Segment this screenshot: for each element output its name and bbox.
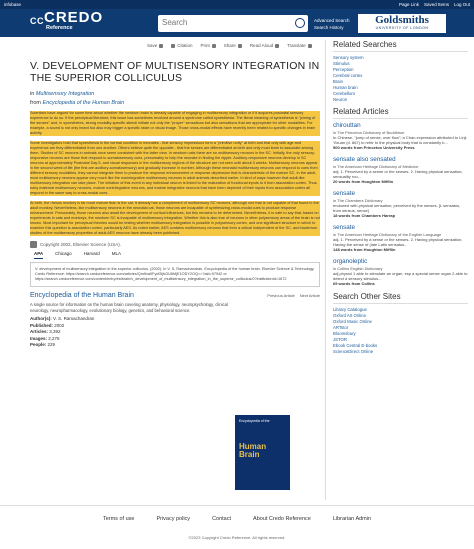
privacy-link[interactable]: Privacy policy (156, 516, 191, 522)
other-site-link[interactable]: Oxford Music Online (333, 319, 372, 324)
related-article-source[interactable]: in The Princeton Dictionary of Buddhism (333, 130, 405, 135)
other-site-link[interactable]: Library Catalogue (333, 307, 367, 312)
goldsmiths-sub: UNIVERSITY OF LONDON (375, 26, 429, 30)
related-article (333, 224, 468, 252)
related-article-from: 20 words from Houghton Mifflin (333, 179, 394, 184)
published-value: 2002 (54, 322, 65, 328)
related-search-link[interactable]: Stimulus (333, 61, 350, 66)
related-article (333, 190, 468, 218)
top-utility-bar (0, 0, 474, 9)
related-searches-list (333, 55, 468, 103)
other-site-link[interactable]: Oxford Art Online (333, 313, 366, 318)
people-value: 229 (47, 342, 56, 347)
page-link[interactable]: Page Link (398, 2, 419, 7)
search-placeholder: Search (162, 18, 188, 27)
related-article-title[interactable]: sensate (333, 224, 356, 231)
search-input[interactable] (158, 15, 308, 32)
header (0, 9, 474, 37)
copyright-line: Copyright 2002, Elsevier Science (USA). (30, 241, 320, 248)
search-other-sites-heading: Search Other Sites (333, 292, 468, 304)
related-search-link[interactable]: Human brain (333, 85, 358, 90)
related-article-from: 18 words from Chambers Harrap (333, 213, 396, 218)
tab-mla[interactable]: MLA (111, 251, 121, 256)
other-sites-list (333, 307, 468, 355)
encyclopedia-stats: Author(s): V. S. Ramachandran Published: 2002 Articles: 3,392 Images: 2,276 People: 229 (30, 316, 95, 347)
tab-harvard[interactable]: Harvard (83, 251, 100, 256)
related-article-snippet: adj. 1. Perceived by a sense or the senses. 2. Having physical sensation. Having the sense of (late Latin sensatus... (333, 237, 463, 247)
footer (0, 505, 474, 549)
print-button[interactable]: Print (201, 43, 216, 48)
read-aloud-button[interactable]: Read Aloud (250, 43, 279, 48)
related-article-snippet: endowed with physical sensation; perceived by the senses. [L sensatus, from sensus, sense] (333, 203, 461, 213)
article-paragraph: At birth, the rhesus monkey is far more mature than is the cat. It already has a complement of multisensory SC neurons, although one that is not capable of that found in the adult monkey. Nevertheless, like multisensory neurons in the neonatal cat, those neurons are incapable of synthesizing cross-modal cues to produce response enhancement. Presumably, those neurons also await the development of cortical influences, but this remains to be determined. Nevertheless, it is safe to say that, based on experiments in cats and monkeys, the newborn SC is incapable of multisensory integration. Whether this is also true of neurons in other polysensory areas of the brain is not known. Most important for perceptual theories would be testing whether multisensory integration is possible in polysensory cortex, and one significant structure in which to examine this question is association cortex, particularly AES. As noted earlier, AES contains multisensory neurons that form a critical independent of the SC, and bacterium studies of the multisensory properties of adult AES neurons have already been published. (30, 201, 320, 235)
about-link[interactable]: About Credo Reference (253, 516, 311, 522)
related-search-link[interactable]: Neuron (333, 97, 348, 102)
related-article-title[interactable]: chirouttan (333, 122, 361, 129)
articles-value: 3,392 (49, 329, 61, 334)
author-value: V. S. Ramachandran (53, 316, 95, 321)
encyclopedia-blurb: A single source for information on the human brain covering anatomy, physiology, neuropsychology, clinical neurology, neuropharmacology, evolutionary biology, genetics, and behavioral science. (30, 302, 228, 313)
related-search-link[interactable]: Cerebellum (333, 91, 355, 96)
infobase-logo: infobase (4, 2, 22, 7)
book-cover-subtitle: Encyclopedia of the (239, 419, 270, 423)
related-article-title[interactable]: organoleptic (333, 258, 368, 265)
other-site-link[interactable]: Ebook Central E-books (333, 343, 378, 348)
sidebar (333, 40, 468, 355)
reference-wordmark: Reference (46, 25, 73, 31)
search-history-link[interactable]: Search History (314, 25, 344, 30)
encyclopedia-header (30, 292, 320, 299)
search-icon[interactable] (295, 18, 305, 28)
article-toolbar (147, 43, 312, 48)
related-article-source[interactable]: in The American Heritage Dictionary of the English Language (333, 232, 442, 237)
speaker-icon (275, 44, 279, 48)
related-article-snippet: adj. 1. Perceived by a sense or the senses. 2. Having physical sensation; sensuality rou... (333, 169, 463, 179)
next-article-link[interactable]: Next Article (299, 293, 320, 298)
related-searches-heading: Related Searches (333, 40, 468, 52)
related-article-from: 148 words from Houghton Mifflin (333, 247, 396, 252)
citation-text[interactable]: V. development of multisensory integration in the superior colliculus. (2002). In V. S. Ramachandran, Encyclopedia of the human brain. Elsevier Science & Technology. Credo Reference: https://search.credoreference.com/articles/Qm9va0FydGljbGU6MjE1ODY2OQ==?aid=97942 or https://search.credoreference.com/content/entry/estbrain/v_development_of_multisensory_integration_in_the_superior_colliculus/0?institutionId=1672 (30, 262, 320, 287)
related-article (333, 258, 468, 286)
citation-button[interactable]: Citation (171, 43, 192, 48)
book-cover[interactable] (235, 415, 290, 490)
related-article-from: 69 words from Collins (333, 281, 375, 286)
save-icon (159, 44, 163, 48)
tab-apa[interactable]: APA (34, 251, 43, 259)
other-site-link[interactable]: ARTstor (333, 325, 349, 330)
article-title: V. DEVELOPMENT OF MULTISENSORY INTEGRATION IN THE SUPERIOR COLLICULUS (30, 60, 320, 84)
contact-link[interactable]: Contact (212, 516, 232, 522)
related-article-snippet: adj physiol 1 able to stimulate an organ, esp a special sense organ 2 able to detect a sensory stimulus... (333, 271, 468, 281)
related-article-snippet: In Chinese, "jump of sense, over flow"; a Chan expression attributed to Linji Yixuan (d. 867) to refer to the physical body that is constantly b... (333, 135, 467, 145)
citation-icon (171, 44, 175, 48)
translate-icon (308, 44, 312, 48)
from-line: from Encyclopedia of the Human Brain (30, 100, 125, 106)
article-main (30, 60, 320, 349)
publisher-icon (30, 241, 37, 248)
related-search-link[interactable]: Sensory system (333, 55, 364, 60)
in-link[interactable]: Multisensory Integration (35, 91, 95, 97)
related-article (333, 122, 468, 150)
goldsmiths-name: Goldsmiths (375, 14, 429, 26)
related-article-title[interactable]: sensate also sensated (333, 156, 396, 163)
related-article-source[interactable]: in The American Heritage Dictionary of Medicine (333, 164, 419, 169)
other-site-link[interactable]: JSTOR (333, 337, 348, 342)
print-icon (212, 44, 216, 48)
related-article-title[interactable]: sensate (333, 190, 356, 197)
related-articles-list (333, 122, 468, 286)
advanced-search-link[interactable]: Advanced Search (314, 18, 350, 23)
saved-items-link[interactable]: Saved Items (423, 2, 449, 7)
share-icon (238, 44, 242, 48)
article-paragraph: Some investigators hold that synesthesia is the normal condition in neonates - that sensory impressions form a "primitive unity" at birth and that only with age and experience are they differentiated from one another. Others believe quite the opposite - that the senses are differentiated at birth and only must learn to associate among them. Studies of SC neurons in animals once seem consistent with the latter view. In newborn cats there are no multisensory neurons in the SC. Initially, the only sensory-responsive neurons are those that respond to somatosensory cues, presumably to help the neonate in finding the nipple. Auditory-responsive neurons develop in SC neurons at approximately Postnatal Day 5, and visual responses in the multisensory regions of the structure are not seen until about 3 weeks. Multisensory neurons appear in the second week of life (the first are auditory-somatosensory) and gradually increase in number. Although these neonatal multisensory neurons can respond to cues from different sensory modalities, they cannot integrate them to produce the response enhancement or response depression that is characteristic of the mature SC. In the adult, most multisensory neurons appear very much like the nonintegrative multisensory neurons in adult animals described earlier. In kind of ways however that adult-like multisensory integration can take place. The initiation of this event in any individual neuron is linked to the maturation of functional inputs to it from association cortex. Thus, early maternal multisensory neurons, mature nonintegrative neurons, and mature integrative neurons that have been deprived of their inputs from association cortex all respond in the same way to cross-modal cues. (30, 141, 320, 196)
images-value: 2,276 (48, 335, 60, 341)
previous-article-link[interactable]: Previous Article (267, 293, 295, 298)
other-site-link[interactable]: ScienceDirect Online (333, 349, 374, 354)
book-cover-title: Human Brain (239, 442, 267, 459)
other-site-link[interactable]: Bloomsbury (333, 331, 356, 336)
citation-tabs (30, 251, 320, 259)
in-line: in Multisensory Integration (30, 91, 95, 97)
log-out-link[interactable]: Log Out (453, 2, 470, 7)
translate-button[interactable]: Translate (287, 43, 312, 48)
save-button[interactable]: Save (147, 43, 163, 48)
related-article-from: 500 words from Princeton University Press (333, 145, 415, 150)
related-search-link[interactable]: Perception (333, 67, 354, 72)
terms-link[interactable]: Terms of use (102, 516, 135, 522)
related-article-source[interactable]: in The Chambers Dictionary (333, 198, 383, 203)
related-article (333, 156, 468, 184)
related-search-link[interactable]: Cerebral cortex (333, 73, 363, 78)
from-link[interactable]: Encyclopedia of the Human Brain (42, 100, 125, 106)
footer-copyright: ©2023 Copyright Credo Reference. All rights reserved. (188, 535, 286, 540)
related-search-link[interactable]: Brain (333, 79, 344, 84)
encyclopedia-title[interactable]: Encyclopedia of the Human Brain (30, 292, 134, 299)
related-article-source[interactable]: in Collins English Dictionary (333, 266, 383, 271)
goldsmiths-logo[interactable] (358, 14, 446, 33)
share-button[interactable]: Share (224, 43, 242, 48)
tab-chicago[interactable]: Chicago (55, 251, 72, 256)
librarian-admin-link[interactable]: Librarian Admin (332, 516, 372, 522)
article-paragraph: Scientists have argued for some time about whether the newborn brain is already capable of engaging in multisensory integration or if it acquires postnatal sensory experience to do so. If the perceptual literature, this issue has sometimes revolved around a syndrome called synesthesia. The literal meaning of synesthesia is "joining of the senses" and, in synesthetes, strong modality-specific stimuli initiate not only the "proper" sensations but also sensations that are appropriate for other modalities. For example, a sound is not only heard but also may trigger a specific taste or visual image. Those cross-modal effects have recently been related to specific changes in brain activity. (30, 111, 320, 136)
related-articles-heading: Related Articles (333, 107, 468, 119)
credo-logo-mark: C C (30, 16, 43, 26)
credo-logo[interactable] (30, 11, 103, 31)
column-divider (325, 40, 326, 500)
credo-wordmark: CREDO (44, 9, 104, 26)
